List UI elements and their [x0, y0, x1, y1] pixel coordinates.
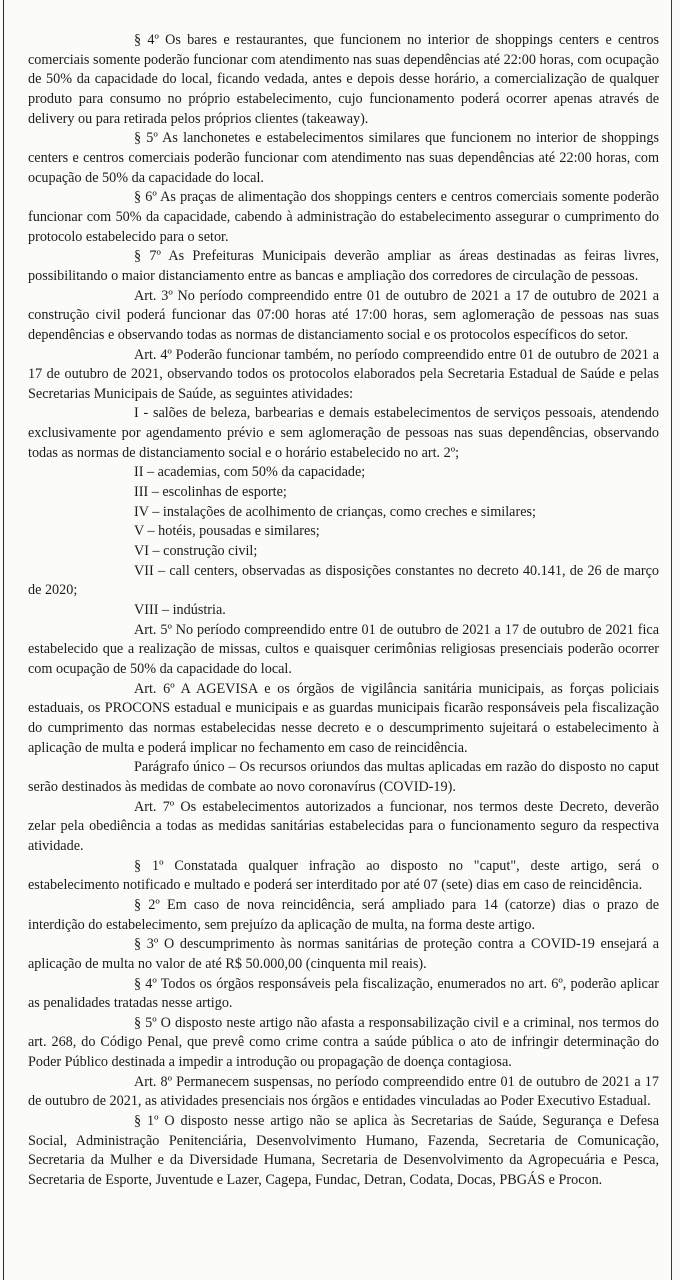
- paragraph-art5: Art. 5º No período compreendido entre 01 de outubro de 2021 a 17 de outubro de 2021 fica estabelecido que a realização de missas, cultos e quaisquer cerimônias religiosas presenciais poderão ocorrer com ocupação de 50% da capacidade do local.: [28, 621, 659, 677]
- list-item-viii: VIII – indústria.: [134, 602, 226, 619]
- paragraph-art8-par1: § 1º O disposto nesse artigo não se aplica às Secretarias de Saúde, Segurança e Defesa Social, Administração Penitenciária, Desenvolvimento Humano, Fazenda, Secretaria de Comunicação, Secretaria da Mulher e da Diversidade Humana, Secretaria de Desenvolvimento da Agropecuária e Pesca, Secretaria de Esporte, Juventude e Lazer, Cagepa, Fundac, Detran, Codata, Docas, PBGÁS e Procon.: [28, 1113, 659, 1189]
- paragraph-art7-par4: § 4º Todos os órgãos responsáveis pela fiscalização, enumerados no art. 6º, poderão aplicar as penalidades tratadas nesse artigo.: [28, 975, 659, 1012]
- paragraph-art7-par1: § 1º Constatada qualquer infração ao disposto no "caput", deste artigo, será o estabelecimento notificado e multado e poderá ser interditado por até 07 (sete) dias em caso de reincidência.: [28, 857, 659, 894]
- paragraph-art4: Art. 4º Poderão funcionar também, no período compreendido entre 01 de outubro de 2021 a 17 de outubro de 2021, observando todos os protocolos elaborados pela Secretaria Estadual de Saúde e pelas Secretarias Municipais de Saúde, as seguintes atividades:: [28, 346, 659, 402]
- paragraph-art3: Art. 3º No período compreendido entre 01 de outubro de 2021 a 17 de outubro de 2021 a construção civil poderá funcionar das 07:00 horas até 17:00 horas, sem aglomeração de pessoas nas suas dependências e observando todas as normas de distanciamento social e os protocolos específicos do setor.: [28, 287, 659, 343]
- paragraph-art2-par5: § 5º As lanchonetes e estabelecimentos similares que funcionem no interior de shoppings centers e centros comerciais poderão funcionar com atendimento nas suas dependências até 22:00 horas, com ocupação de 50% da capacidade do local.: [28, 130, 659, 186]
- paragraph-art7-par3: § 3º O descumprimento às normas sanitárias de proteção contra a COVID-19 ensejará a aplicação de multa no valor de até R$ 50.000,00 (cinquenta mil reais).: [28, 936, 659, 972]
- list-item-i: I - salões de beleza, barbearias e demais estabelecimentos de serviços pessoais, atendendo exclusivamente por agendamento prévio e sem aglomeração de pessoas nas suas dependências, observando todas as normas de distanciamento social e o horário estabelecido no art. 2º;: [28, 405, 659, 461]
- paragraph-art6: Art. 6º A AGEVISA e os órgãos de vigilância sanitária municipais, as forças policiais estaduais, os PROCONS estadual e municipais e as guardas municipais ficarão responsáveis pela fiscalização do cumprimento das normas estabelecidas nesse decreto e o descumprimento sujeitará o estabelecimento à aplicação de multa e poderá implicar no fechamento em caso de reincidência.: [28, 680, 659, 756]
- left-border-line: [3, 0, 4, 1280]
- list-item-v: V – hotéis, pousadas e similares;: [134, 523, 320, 540]
- list-item-iii: III – escolinhas de esporte;: [134, 484, 287, 501]
- paragraph-art8: Art. 8º Permanecem suspensas, no período compreendido entre 01 de outubro de 2021 a 17 de outubro de 2021, as atividades presenciais nos órgãos e entidades vinculadas ao Poder Executivo Estadual.: [28, 1073, 659, 1110]
- paragraph-art6-sole: Parágrafo único – Os recursos oriundos das multas aplicadas em razão do disposto no caput serão destinados às medidas de combate ao novo coronavírus (COVID-19).: [28, 759, 659, 795]
- paragraph-art2-par7: § 7º As Prefeituras Municipais deverão ampliar as áreas destinadas as feiras livres, possibilitando o maior distanciamento entre as bancas e ampliação dos corredores de circulação de pessoas.: [28, 248, 659, 284]
- list-item-iv: IV – instalações de acolhimento de crianças, como creches e similares;: [134, 503, 536, 520]
- paragraph-art7-par2: § 2º Em caso de nova reincidência, será ampliado para 14 (catorze) dias o prazo de interdição do estabelecimento, sem prejuízo da aplicação de multa, na forma deste artigo.: [28, 896, 659, 933]
- right-border-line: [671, 0, 672, 1280]
- paragraph-art7: Art. 7º Os estabelecimentos autorizados a funcionar, nos termos deste Decreto, deverão zelar pela obediência a todas as medidas sanitárias estabelecidas para o funcionamento seguro da respectiva atividade.: [28, 798, 659, 854]
- list-item-vi: VI – construção civil;: [134, 543, 258, 560]
- document-body: [28, 31, 659, 1191]
- paragraph-art7-par5: § 5º O disposto neste artigo não afasta a responsabilização civil e a criminal, nos termos do art. 268, do Código Penal, que prevê como crime contra a saúde pública o ato de infringir determinação do Poder Público destinada a impedir a introdução ou propagação de doença contagiosa.: [28, 1014, 659, 1071]
- list-item-ii: II – academias, com 50% da capacidade;: [134, 464, 366, 481]
- list-item-vii: VII – call centers, observadas as disposições constantes no decreto 40.141, de 26 de março de 2020;: [28, 562, 659, 599]
- paragraph-art2-par4: § 4º Os bares e restaurantes, que funcionem no interior de shoppings centers e centros comerciais somente poderão funcionar com atendimento nas suas dependências até 22:00 horas, com ocupação de 50% da capacidade do local, ficando vedada, antes e depois desse horário, a comercialização de qualquer produto para consumo no próprio estabelecimento, cujo funcionamento poderá ocorrer apenas através de delivery ou para retirada pelos próprios clientes (takeaway).: [28, 32, 659, 127]
- paragraph-art2-par6: § 6º As praças de alimentação dos shoppings centers e centros comerciais somente poderão funcionar com 50% da capacidade, cabendo à administração do estabelecimento assegurar o cumprimento do protocolo estabelecido para o setor.: [28, 189, 659, 245]
